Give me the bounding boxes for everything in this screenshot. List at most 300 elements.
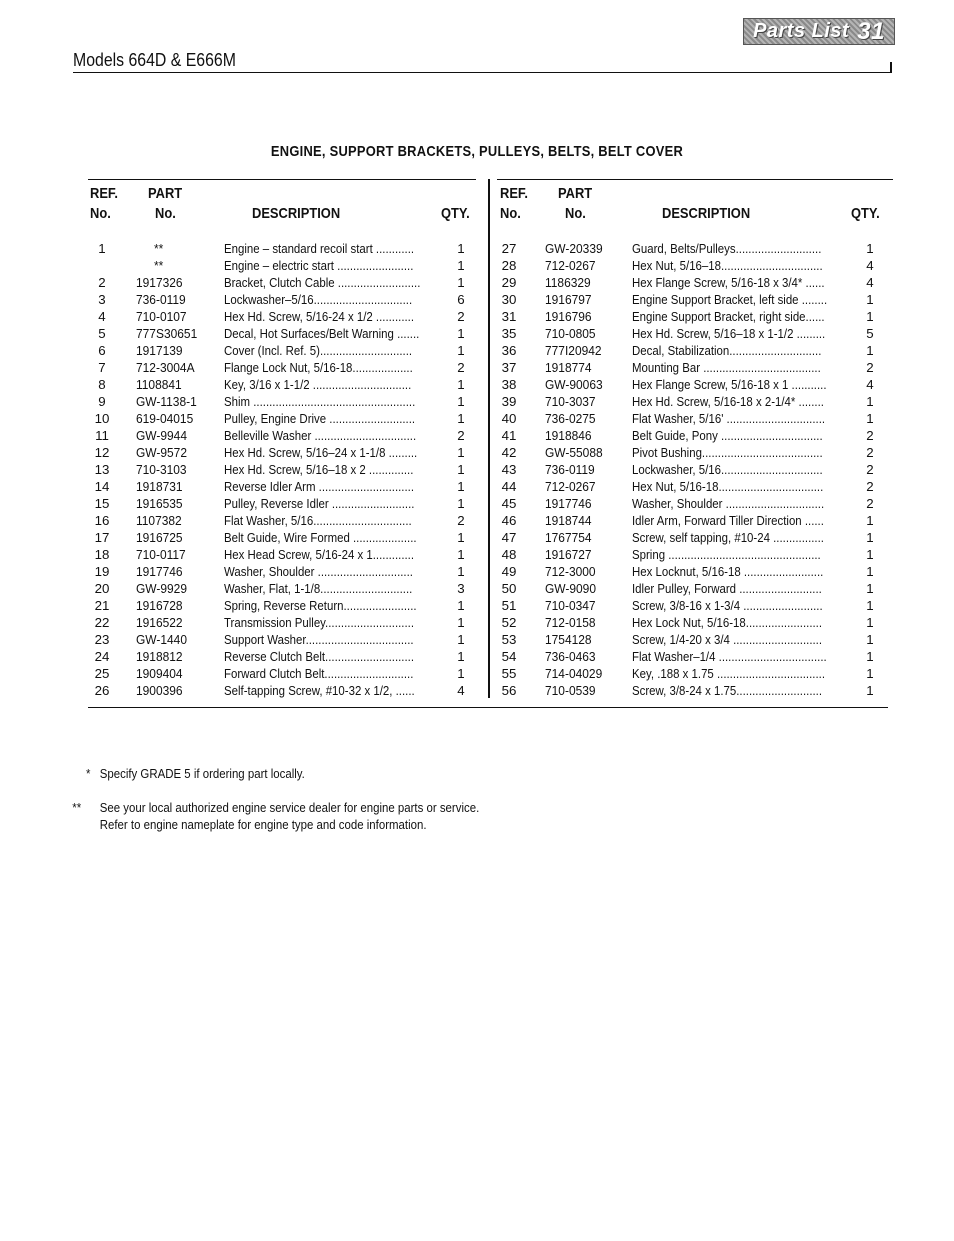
right-header-qty: QTY. [851, 205, 880, 222]
table-row [497, 648, 889, 665]
quantity: 2 [457, 513, 465, 528]
left-table-top-rule [88, 179, 476, 180]
part-number-cell [136, 631, 216, 648]
part-description: Self-tapping Screw, #10-32 x 1/2, ...... [224, 683, 415, 698]
quantity: 1 [866, 581, 874, 596]
part-number: 712-0267 [545, 479, 596, 494]
badge-label: Parts List [753, 20, 850, 42]
part-number: 1918774 [545, 360, 592, 375]
ref-number: 4 [98, 309, 106, 324]
part-number: 1918731 [136, 479, 183, 494]
ref-number: 43 [501, 462, 517, 477]
quantity: 1 [866, 292, 874, 307]
description-cell [224, 495, 438, 512]
part-number: 1916535 [136, 496, 183, 511]
table-row [88, 529, 478, 546]
part-number: GW-55088 [545, 445, 603, 460]
part-number: 736-0119 [136, 292, 186, 307]
part-description: Hex Hd. Screw, 5/16–18 x 1-1/2 ......... [632, 326, 826, 341]
part-number: 1900396 [136, 683, 183, 698]
part-number: 736-0275 [545, 411, 596, 426]
description-cell [632, 665, 846, 682]
table-row [88, 682, 478, 699]
part-number-cell [545, 342, 625, 359]
ref-number: 15 [94, 496, 110, 511]
quantity: 2 [457, 360, 465, 375]
description-cell [224, 325, 438, 342]
part-number: 1918744 [545, 513, 592, 528]
description-cell [224, 512, 438, 529]
ref-number: 8 [98, 377, 106, 392]
part-number: 710-3103 [136, 462, 187, 477]
part-number-cell [136, 512, 216, 529]
description-cell [632, 342, 846, 359]
part-number: 1917139 [136, 343, 183, 358]
quantity: 1 [457, 479, 465, 494]
ref-number: 5 [98, 326, 106, 341]
left-table-bottom-rule [88, 707, 488, 708]
part-number-cell [136, 410, 216, 427]
quantity: 1 [866, 241, 874, 256]
ref-number: 6 [98, 343, 106, 358]
quantity: 4 [457, 683, 465, 698]
part-number: GW-1440 [136, 632, 188, 647]
table-row [88, 308, 478, 325]
left-parts-table [88, 240, 478, 699]
ref-number: 56 [501, 683, 517, 698]
part-description: Hex Flange Screw, 5/16-18 x 1 ........... [632, 377, 827, 392]
description-cell [224, 478, 438, 495]
ref-number: 23 [94, 632, 110, 647]
ref-number: 46 [501, 513, 517, 528]
description-cell [632, 461, 846, 478]
part-number-cell [154, 257, 234, 274]
description-cell [224, 240, 438, 257]
part-description: Screw, 3/8-16 x 1-3/4 ......................... [632, 598, 823, 613]
part-number: 1767754 [545, 530, 592, 545]
part-number: GW-20339 [545, 241, 603, 256]
table-row [497, 240, 889, 257]
part-description: Transmission Pulley............................ [224, 615, 415, 630]
left-header-ref-2: No. [90, 205, 111, 222]
quantity: 4 [866, 377, 874, 392]
part-number-cell [136, 342, 216, 359]
part-number: 712-0267 [545, 258, 596, 273]
ref-number: 48 [501, 547, 517, 562]
table-row [88, 342, 478, 359]
description-cell [632, 291, 846, 308]
quantity: 1 [866, 598, 874, 613]
ref-number: 9 [98, 394, 106, 409]
table-row [88, 648, 478, 665]
table-row [497, 257, 889, 274]
footnote-grade5 [86, 765, 490, 782]
part-description: Hex Lock Nut, 5/16-18........................ [632, 615, 823, 630]
table-row [88, 376, 478, 393]
part-description: Spring ................................................ [632, 547, 821, 562]
table-row [497, 580, 889, 597]
right-parts-table [497, 240, 889, 699]
description-cell [632, 325, 846, 342]
quantity: 1 [866, 530, 874, 545]
part-number: 712-0158 [545, 615, 596, 630]
part-number: 712-3004A [136, 360, 195, 375]
ref-number: 29 [501, 275, 517, 290]
ref-number: 38 [501, 377, 517, 392]
part-description: Hex Flange Screw, 5/16-18 x 3/4* ...... [632, 275, 825, 290]
ref-number: 10 [94, 411, 110, 426]
quantity: 1 [457, 649, 465, 664]
quantity: 1 [457, 598, 465, 613]
quantity: 2 [866, 445, 874, 460]
quantity: 1 [457, 496, 465, 511]
description-cell [224, 614, 438, 631]
description-cell [224, 308, 438, 325]
ref-number: 50 [501, 581, 517, 596]
table-row [88, 597, 478, 614]
column-divider [488, 179, 490, 698]
part-description: Belt Guide, Wire Formed .................... [224, 530, 417, 545]
part-number: 777S30651 [136, 326, 198, 341]
quantity: 2 [866, 496, 874, 511]
left-header-ref-1: REF. [90, 185, 118, 202]
part-number: 1916796 [545, 309, 592, 324]
quantity: 1 [457, 462, 465, 477]
ref-number: 17 [94, 530, 110, 545]
part-description: Forward Clutch Belt............................ [224, 666, 414, 681]
part-number: 1107382 [136, 513, 182, 528]
ref-number: 40 [501, 411, 517, 426]
part-description: Hex Nut, 5/16-18................................. [632, 479, 824, 494]
part-number-cell [154, 240, 234, 257]
part-number: GW-1138-1 [136, 394, 197, 409]
part-number-cell [136, 682, 216, 699]
ref-number: 28 [501, 258, 517, 273]
description-cell [632, 563, 846, 580]
description-cell [632, 597, 846, 614]
table-row [497, 512, 889, 529]
table-row [88, 563, 478, 580]
description-cell [632, 682, 846, 699]
description-cell [224, 597, 438, 614]
description-cell [632, 427, 846, 444]
part-number-cell [136, 665, 216, 682]
ref-number: 39 [501, 394, 517, 409]
part-number: 1754128 [545, 632, 592, 647]
part-number-cell [545, 665, 625, 682]
ref-number: 21 [94, 598, 110, 613]
part-number-cell [136, 325, 216, 342]
table-row [88, 410, 478, 427]
description-cell [224, 665, 438, 682]
right-header-description: DESCRIPTION [662, 205, 751, 222]
table-row [497, 546, 889, 563]
ref-number: 1 [98, 241, 106, 256]
part-description: Pivot Bushing...................................... [632, 445, 823, 460]
part-description: Idler Arm, Forward Tiller Direction ...... [632, 513, 824, 528]
description-cell [632, 512, 846, 529]
part-description: Washer, Shoulder .............................. [224, 564, 413, 579]
table-row [497, 393, 889, 410]
right-table-top-rule [497, 179, 893, 180]
ref-number: 16 [94, 513, 110, 528]
quantity: 1 [457, 666, 465, 681]
quantity: 2 [457, 309, 465, 324]
part-number: 1916797 [545, 292, 592, 307]
description-cell [632, 410, 846, 427]
ref-number: 53 [501, 632, 517, 647]
quantity: 1 [457, 275, 465, 290]
part-description: Guard, Belts/Pulleys........................... [632, 241, 822, 256]
part-number-cell [545, 631, 625, 648]
part-description: Idler Pulley, Forward .......................... [632, 581, 822, 596]
right-header-ref-1: REF. [500, 185, 528, 202]
part-number-cell [136, 427, 216, 444]
part-number-cell [136, 529, 216, 546]
part-number-cell [545, 461, 625, 478]
table-row [497, 665, 889, 682]
part-description: Hex Nut, 5/16–18................................ [632, 258, 823, 273]
part-description: Screw, self tapping, #10-24 ................ [632, 530, 824, 545]
part-number-cell [136, 444, 216, 461]
quantity: 2 [866, 360, 874, 375]
part-number-cell [545, 427, 625, 444]
ref-number: 31 [501, 309, 517, 324]
models-title: Models 664D & E666M [73, 50, 236, 70]
quantity: 4 [866, 258, 874, 273]
footnote-mark-double: ** [72, 800, 82, 815]
part-number-cell [545, 376, 625, 393]
part-number: 1916522 [136, 615, 183, 630]
part-number: 714-04029 [545, 666, 603, 681]
description-cell [632, 257, 846, 274]
quantity: 6 [457, 292, 465, 307]
table-row [88, 631, 478, 648]
quantity: 1 [457, 615, 465, 630]
table-row [88, 325, 478, 342]
description-cell [224, 546, 438, 563]
part-description: Engine – standard recoil start ............ [224, 241, 415, 256]
part-description: Hex Locknut, 5/16-18 ......................... [632, 564, 824, 579]
part-description: Key, .188 x 1.75 .................................. [632, 666, 826, 681]
part-number: 1909404 [136, 666, 183, 681]
description-cell [224, 580, 438, 597]
part-description: Reverse Clutch Belt............................ [224, 649, 415, 664]
quantity: 2 [866, 479, 874, 494]
table-row [497, 410, 889, 427]
ref-number: 35 [501, 326, 517, 341]
part-number-cell [545, 308, 625, 325]
description-cell [632, 580, 846, 597]
ref-number: 51 [501, 598, 517, 613]
table-row [88, 546, 478, 563]
part-number-cell [136, 308, 216, 325]
table-row [497, 376, 889, 393]
part-number: 1917326 [136, 275, 183, 290]
ref-number: 19 [94, 564, 110, 579]
table-row [88, 495, 478, 512]
part-number-cell [136, 393, 216, 410]
ref-number: 27 [501, 241, 517, 256]
part-description: Mounting Bar ..................................... [632, 360, 821, 375]
description-cell [224, 274, 438, 291]
ref-number: 7 [98, 360, 106, 375]
quantity: 2 [866, 428, 874, 443]
part-number-cell [136, 461, 216, 478]
left-header-description: DESCRIPTION [252, 205, 341, 222]
quantity: 1 [866, 632, 874, 647]
quantity: 1 [866, 683, 874, 698]
table-row [497, 427, 889, 444]
part-number-cell [545, 393, 625, 410]
ref-number: 52 [501, 615, 517, 630]
description-cell [632, 648, 846, 665]
quantity: 1 [457, 377, 465, 392]
part-number: ** [154, 241, 164, 256]
ref-number: 11 [95, 428, 109, 443]
part-number-cell [545, 495, 625, 512]
table-row [497, 529, 889, 546]
part-number-cell [545, 240, 625, 257]
description-cell [224, 461, 438, 478]
part-description: Support Washer.................................. [224, 632, 414, 647]
part-number: GW-90063 [545, 377, 603, 392]
part-number-cell [545, 410, 625, 427]
table-row [497, 478, 889, 495]
part-description: Hex Hd. Screw, 5/16-24 x 1/2 ............ [224, 309, 415, 324]
table-row [497, 631, 889, 648]
ref-number: 47 [501, 530, 517, 545]
page-number: 31 [857, 17, 885, 45]
part-number-cell [545, 597, 625, 614]
quantity: 1 [866, 394, 874, 409]
part-number-cell [136, 563, 216, 580]
part-description: Shim ................................................... [224, 394, 416, 409]
right-table-bottom-rule [488, 707, 888, 708]
ref-number: 36 [501, 343, 517, 358]
part-number: 1916728 [136, 598, 183, 613]
quantity: 1 [866, 411, 874, 426]
table-row [88, 665, 478, 682]
right-header-ref-2: No. [500, 205, 521, 222]
ref-number: 22 [94, 615, 110, 630]
part-description: Bracket, Clutch Cable .......................... [224, 275, 421, 290]
part-number-cell [136, 274, 216, 291]
table-row [497, 614, 889, 631]
quantity: 1 [866, 649, 874, 664]
table-row [88, 240, 478, 257]
part-number-cell [136, 580, 216, 597]
ref-number: 45 [501, 496, 517, 511]
quantity: 3 [457, 581, 465, 596]
part-number: 710-0539 [545, 683, 596, 698]
description-cell [632, 359, 846, 376]
part-description: Belt Guide, Pony ................................ [632, 428, 823, 443]
quantity: 1 [457, 547, 465, 562]
table-row [497, 682, 889, 699]
table-row [497, 308, 889, 325]
part-description: Lockwasher, 5/16................................ [632, 462, 823, 477]
quantity: 5 [866, 326, 874, 341]
table-row [497, 597, 889, 614]
part-description: Pulley, Reverse Idler .......................... [224, 496, 415, 511]
table-row [497, 461, 889, 478]
table-row [88, 291, 478, 308]
part-description: Hex Hd. Screw, 5/16–24 x 1-1/8 ......... [224, 445, 418, 460]
quantity: 2 [866, 462, 874, 477]
part-number-cell [545, 614, 625, 631]
ref-number: 20 [94, 581, 110, 596]
part-description: Key, 3/16 x 1-1/2 ............................... [224, 377, 412, 392]
description-cell [224, 648, 438, 665]
footnote-grade5-text: Specify GRADE 5 if ordering part locally. [99, 766, 305, 781]
quantity: 4 [866, 275, 874, 290]
part-number: 1917746 [136, 564, 183, 579]
part-description: Flat Washer, 5/16............................... [224, 513, 412, 528]
right-header-part-2: No. [565, 205, 586, 222]
part-number-cell [545, 563, 625, 580]
ref-number: 2 [98, 275, 106, 290]
part-description: Decal, Stabilization............................. [632, 343, 822, 358]
part-description: Engine – electric start ........................ [224, 258, 414, 273]
part-number-cell [136, 376, 216, 393]
description-cell [224, 631, 438, 648]
part-description: Screw, 3/8-24 x 1.75........................... [632, 683, 823, 698]
ref-number: 37 [501, 360, 517, 375]
quantity: 1 [457, 530, 465, 545]
quantity: 1 [457, 445, 465, 460]
quantity: 1 [866, 666, 874, 681]
table-row [88, 444, 478, 461]
table-row [497, 359, 889, 376]
part-description: Engine Support Bracket, right side...... [632, 309, 825, 324]
left-header-qty: QTY. [441, 205, 470, 222]
description-cell [632, 546, 846, 563]
part-number-cell [545, 478, 625, 495]
description-cell [224, 393, 438, 410]
ref-number: 55 [501, 666, 517, 681]
part-number-cell [545, 580, 625, 597]
description-cell [224, 427, 438, 444]
table-row [497, 325, 889, 342]
quantity: 1 [457, 394, 465, 409]
header-rule [73, 72, 891, 73]
ref-number: 54 [501, 649, 517, 664]
table-row [88, 359, 478, 376]
ref-number: 3 [98, 292, 106, 307]
part-description: Washer, Shoulder ............................... [632, 496, 825, 511]
part-number: 1917746 [545, 496, 592, 511]
table-row [88, 461, 478, 478]
quantity: 1 [457, 564, 465, 579]
description-cell [632, 529, 846, 546]
part-number: 710-3037 [545, 394, 596, 409]
part-number-cell [136, 546, 216, 563]
table-row [88, 478, 478, 495]
quantity: 1 [457, 632, 465, 647]
part-number-cell [545, 325, 625, 342]
part-description: Hex Hd. Screw, 5/16–18 x 2 .............. [224, 462, 414, 477]
part-number: 1918812 [136, 649, 183, 664]
description-cell [632, 274, 846, 291]
part-number: 1186329 [545, 275, 591, 290]
quantity: 1 [866, 615, 874, 630]
part-description: Reverse Idler Arm .............................. [224, 479, 415, 494]
part-number-cell [545, 648, 625, 665]
description-cell [632, 478, 846, 495]
part-description: Washer, Flat, 1-1/8............................. [224, 581, 413, 596]
quantity: 1 [866, 309, 874, 324]
